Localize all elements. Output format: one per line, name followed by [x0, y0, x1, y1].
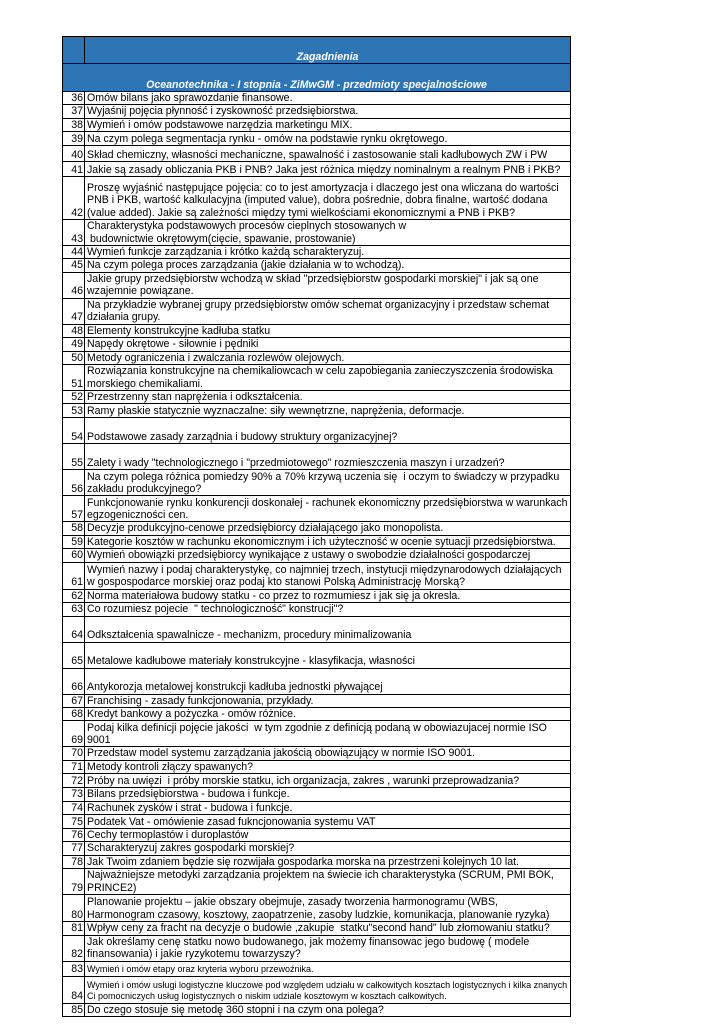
topic-number: 48	[63, 324, 85, 337]
topic-text: Podstawowe zasady zarządnia i budowy struktury organizacyjnej?	[85, 418, 571, 444]
topic-number: 52	[63, 391, 85, 404]
topic-text: Jak określamy cenę statku nowo budowanego, jak możemy finansowac jego budowę ( modele finansowania) i jakie ryzykotemu towarzyszy?	[85, 935, 571, 961]
table-row	[63, 895, 571, 922]
table-row	[63, 549, 571, 562]
table-row	[63, 162, 571, 177]
table-row	[63, 365, 571, 391]
topic-number: 77	[63, 842, 85, 855]
topic-text: Proszę wyjaśnić następujące pojęcia: co to jest amortyzacja i dlaczego jest ona wliczana do wartości PNB i PKB, wartość kalkulacyjna (imputed value), dobra pośrednie, dobra finalne, wartość dodana (value added). Jakie są zależności między tymi wielkościami ekonomicznymi a PNB i PKB?	[85, 177, 571, 220]
table-row	[63, 105, 571, 118]
topic-number: 70	[63, 747, 85, 760]
table-row	[63, 961, 571, 976]
table-row	[63, 496, 571, 522]
topic-number: 47	[63, 298, 85, 324]
topic-number: 83	[63, 961, 85, 976]
topics-table	[62, 36, 571, 1017]
topic-number: 64	[63, 616, 85, 642]
table-row	[63, 404, 571, 418]
topic-text: Na przykładzie wybranej grupy przedsiębiorstw omów schemat organizacyjny i przedstaw schemat działania grupy.	[85, 298, 571, 324]
topic-number: 75	[63, 814, 85, 828]
topic-number: 82	[63, 935, 85, 961]
table-row	[63, 272, 571, 298]
topic-text: Metalowe kadłubowe materiały konstrukcyjne - klasyfikacja, własności	[85, 642, 571, 668]
table-row	[63, 324, 571, 337]
topic-text: Na czym polega różnica pomiedzy 90% a 70% krzywą uczenia się i oczym to świadczy w przypadku zakładu produkcyjnego?	[85, 470, 571, 496]
topic-number: 69	[63, 721, 85, 747]
topic-text: Podaj kilka definicji pojęcie jakości w tym zgodnie z definicją podaną w obowiazujacej normie ISO 9001	[85, 721, 571, 747]
topic-number: 81	[63, 922, 85, 935]
table-row	[63, 694, 571, 707]
topic-number: 42	[63, 177, 85, 220]
topic-number: 62	[63, 589, 85, 602]
topic-number: 67	[63, 694, 85, 707]
topic-text: Wymień i omów podstawowe narzędzia marketingu MIX.	[85, 118, 571, 131]
topic-number: 78	[63, 855, 85, 868]
topic-text: Odkształcenia spawalnicze - mechanizm, procedury minimalizowania	[85, 616, 571, 642]
topic-number: 85	[63, 1003, 85, 1016]
topic-number: 56	[63, 470, 85, 496]
topic-text: Jak Twoim zdaniem będzie się rozwijała gospodarka morska na przestrzeni kolejnych 10 lat.	[85, 855, 571, 868]
table-row	[63, 146, 571, 162]
topic-text: Omów bilans jako sprawozdanie finansowe.	[85, 92, 571, 105]
table-row	[63, 92, 571, 105]
table-row	[63, 259, 571, 272]
topic-number: 40	[63, 146, 85, 162]
topic-number: 55	[63, 444, 85, 470]
table-row	[63, 118, 571, 131]
topic-text: Bilans przedsiębiorstwa - budowa i funkcje.	[85, 788, 571, 801]
table-row	[63, 642, 571, 668]
table-row	[63, 470, 571, 496]
topic-number: 43	[63, 220, 85, 246]
topic-number: 68	[63, 707, 85, 720]
header-title: Zagadnienia	[85, 37, 571, 64]
topic-number: 61	[63, 562, 85, 589]
topic-text: Elementy konstrukcyjne kadłuba statku	[85, 324, 571, 337]
table-row	[63, 788, 571, 801]
topic-text: Funkcjonowanie rynku konkurencji doskonałej - rachunek ekonomiczny przedsiębiorstwa w warunkach egzogeniczności cen.	[85, 496, 571, 522]
topic-number: 66	[63, 668, 85, 694]
table-row	[63, 522, 571, 535]
topic-number: 59	[63, 535, 85, 548]
topic-number: 54	[63, 418, 85, 444]
topic-text: Podatek Vat - omówienie zasad fukncjonowania systemu VAT	[85, 814, 571, 828]
topic-number: 60	[63, 549, 85, 562]
table-row	[63, 603, 571, 616]
topic-number: 38	[63, 118, 85, 131]
table-row	[63, 298, 571, 324]
table-row	[63, 338, 571, 351]
topic-text: Najważniejsze metodyki zarządzania projektem na świecie ich charakterystyka (SCRUM, PMI BOK, PRINCE2)	[85, 869, 571, 895]
table-row	[63, 562, 571, 589]
topic-text: Co rozumiesz pojecie " technologiczność" konstrucji"?	[85, 603, 571, 616]
table-row	[63, 1003, 571, 1016]
table-row	[63, 418, 571, 444]
topic-text: Na czym polega proces zarządzania (jakie działania w to wchodzą).	[85, 259, 571, 272]
table-row	[63, 721, 571, 747]
topic-text: Jakie są zasady obliczania PKB i PNB? Jaka jest różnica między nominalnym a realnym PNB i PKB?	[85, 162, 571, 177]
table-subheader-row	[63, 64, 571, 92]
header-num-cell	[63, 37, 85, 64]
table-row	[63, 668, 571, 694]
table-row	[63, 616, 571, 642]
topic-text: Napędy okrętowe - siłownie i pędniki	[85, 338, 571, 351]
topic-text: Wymień funkcje zarządzania i krótko każdą scharakteryzuj.	[85, 246, 571, 259]
table-row	[63, 444, 571, 470]
topic-number: 72	[63, 774, 85, 788]
topic-number: 79	[63, 869, 85, 895]
topic-number: 41	[63, 162, 85, 177]
topic-number: 76	[63, 828, 85, 841]
topic-text: Jakie grupy przedsiębiorstw wchodzą w skład "przedsiębiorstw gospodarki morskiej" i jak są one wzajemnie powiązane.	[85, 272, 571, 298]
topic-text: Charakterystyka podstawowych procesów cieplnych stosowanych w budownictwie okrętowym(cięcie, spawanie, prostowanie)	[85, 220, 571, 246]
topic-text: Scharakteryzuj zakres gospodarki morskiej?	[85, 842, 571, 855]
header-subtitle: Oceanotechnika - I stopnia - ZiMwGM - przedmioty specjalnościowe	[63, 64, 571, 92]
table-row	[63, 707, 571, 720]
topic-text: Kategorie kosztów w rachunku ekonomicznym i ich użyteczność w ocenie sytuacji przedsiębiorstwa.	[85, 535, 571, 548]
topic-number: 44	[63, 246, 85, 259]
topic-text: Ramy płaskie statycznie wyznaczalne: siły wewnętrzne, naprężenia, deformacje.	[85, 404, 571, 418]
topic-text: Norma materiałowa budowy statku - co przez to rozmumiesz i jak się ja okresla.	[85, 589, 571, 602]
topic-text: Wymień i omów etapy oraz kryteria wyboru przewoźnika.	[85, 961, 571, 976]
topic-number: 51	[63, 365, 85, 391]
table-row	[63, 391, 571, 404]
topic-text: Zalety i wady "technologicznego i "przedmiotowego" rozmieszczenia maszyn i urzadzeń?	[85, 444, 571, 470]
topic-number: 49	[63, 338, 85, 351]
topic-text: Wpływ ceny za fracht na decyzje o budowie ,zakupie statku"second hand" lub złomowaniu statku?	[85, 922, 571, 935]
table-row	[63, 801, 571, 814]
topic-text: Wymień nazwy i podaj charakterystykę, co najmniej trzech, instytucji międzynarodowych działających w gospospodarce morskiej oraz podaj kto stanowi Polską Administrację Morską?	[85, 562, 571, 589]
topic-number: 58	[63, 522, 85, 535]
topic-number: 71	[63, 760, 85, 773]
topic-text: Przestrzenny stan naprężenia i odkształcenia.	[85, 391, 571, 404]
table-row	[63, 869, 571, 895]
topic-number: 57	[63, 496, 85, 522]
topic-text: Metody ograniczenia i zwalczania rozlewów olejowych.	[85, 351, 571, 364]
table-row	[63, 589, 571, 602]
topic-number: 46	[63, 272, 85, 298]
table-header-row	[63, 37, 571, 64]
topic-number: 36	[63, 92, 85, 105]
topic-text: Decyzje produkcyjno-cenowe przedsiębiorcy działającego jako monopolista.	[85, 522, 571, 535]
topic-number: 73	[63, 788, 85, 801]
topic-text: Planowanie projektu – jakie obszary obejmuje, zasady tworzenia harmonogramu (WBS, Harmonogram czasowy, kosztowy, zaopatrzenie, zasoby ludzkie, komunikacja, planowanie ryzyka)	[85, 895, 571, 922]
topics-sheet	[62, 36, 570, 1017]
topic-number: 53	[63, 404, 85, 418]
topic-text: Do czego stosuje się metodę 360 stopni i na czym ona polega?	[85, 1003, 571, 1016]
table-row	[63, 976, 571, 1003]
topic-text: Rachunek zysków i strat - budowa i funkcje.	[85, 801, 571, 814]
table-row	[63, 814, 571, 828]
topic-text: Wymień obowiązki przedsiębiorcy wynikające z ustawy o swobodzie działalności gospodarczej	[85, 549, 571, 562]
table-row	[63, 922, 571, 935]
table-row	[63, 760, 571, 773]
table-row	[63, 747, 571, 760]
topic-text: Kredyt bankowy a pożyczka - omów różnice.	[85, 707, 571, 720]
table-row	[63, 246, 571, 259]
topic-text: Franchising - zasady funkcjonowania, przykłady.	[85, 694, 571, 707]
topic-number: 50	[63, 351, 85, 364]
table-row	[63, 132, 571, 146]
topic-text: Wyjaśnij pojęcia płynność i zyskowność przedsiębiorstwa.	[85, 105, 571, 118]
topic-number: 80	[63, 895, 85, 922]
topic-text: Próby na uwięzi i próby morskie statku, ich organizacja, zakres , warunki przeprowadzania?	[85, 774, 571, 788]
topic-text: Na czym polega segmentacja rynku - omów na podstawie rynku okrętowego.	[85, 132, 571, 146]
topic-number: 74	[63, 801, 85, 814]
table-row	[63, 935, 571, 961]
table-row	[63, 177, 571, 220]
topic-number: 37	[63, 105, 85, 118]
topic-text: Metody kontroli złączy spawanych?	[85, 760, 571, 773]
table-row	[63, 535, 571, 548]
topic-number: 45	[63, 259, 85, 272]
topic-number: 39	[63, 132, 85, 146]
table-row	[63, 220, 571, 246]
table-row	[63, 774, 571, 788]
table-row	[63, 351, 571, 364]
topic-text: Skład chemiczny, własności mechaniczne, spawalność i zastosowanie stali kadłubowych ZW i PW	[85, 146, 571, 162]
topic-text: Przedstaw model systemu zarządzania jakością obowiązujący w normie ISO 9001.	[85, 747, 571, 760]
topic-text: Wymień i omów usługi logistyczne kluczowe pod względem udziału w całkowitych kosztach logistycznych i kilka znanych Ci pomocniczych usług logistycznych o niskim udziale kosztowym w kosztach całkowitych.	[85, 976, 571, 1003]
table-row	[63, 855, 571, 868]
table-row	[63, 842, 571, 855]
topic-number: 84	[63, 976, 85, 1003]
topic-number: 65	[63, 642, 85, 668]
topic-text: Cechy termoplastów i duroplastów	[85, 828, 571, 841]
topic-text: Antykorozja metalowej konstrukcji kadłuba jednostki pływającej	[85, 668, 571, 694]
topic-number: 63	[63, 603, 85, 616]
table-row	[63, 828, 571, 841]
topic-text: Rozwiązania konstrukcyjne na chemikaliowcach w celu zapobiegania zanieczyszczenia środowiska morskiego chemikaliami.	[85, 365, 571, 391]
